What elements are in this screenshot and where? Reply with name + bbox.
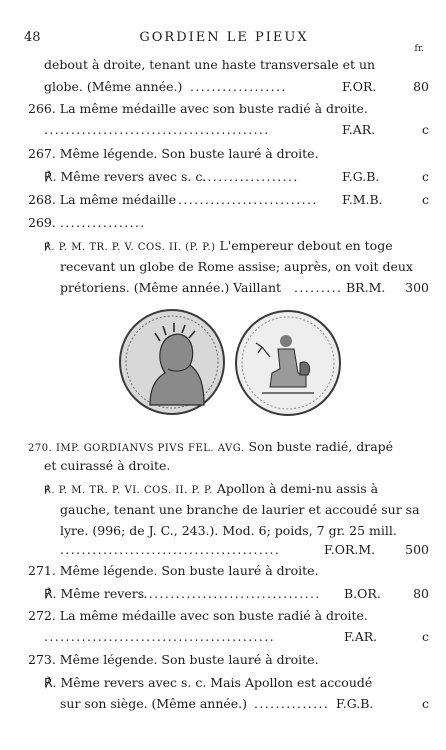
reverse-description: ℟. P. M. TR. P. V. COS. II. (P. P.) L'empereur debout en toge <box>44 238 393 253</box>
entry-270: 270. IMP. GORDIANVS PIVS FEL. AVG. Son buste radié, drapé <box>28 439 394 454</box>
page-header <box>24 30 424 54</box>
coin-reverse-seated-apollo-icon <box>236 311 340 415</box>
text-line: recevant un globe de Rome assise; auprès, on voit deux <box>60 259 413 274</box>
document-page: 48 GORDIEN LE PIEUX fr. debout à droite, tenant une haste transversale et un globe. (Même année.) .................. F.OR. 80 266. La même médaille avec son buste radié à droite. .......................................... F.AR. c 267. Même légende. Son buste lauré à droite. ℟. Même revers avec s. c. .................. F.G.B. c 268. La même médaille .......................... F.M.B. c 269. ................ ℟. P. M. TR. P. V. COS. II. (P. P.) L'empereur debout en toge recevant un globe de Rome assise; auprès, on voit deux prétoriens. (Même année.) Vaillant ......... BR.M. 300 270. IMP. GORDIANVS PIVS FEL. AVG. Son buste radié, drapé et cuirassé à droite. ℟. P. M. TR. P. VI. COS. II. P. P. Apollon à demi-nu assis à gauche, tenant une branche de laurier et accoudé sur sa lyre. (996; de J. C., 243.). Mod. 6; poids, 7 gr. 25 mill. ......................................... F.OR.M. 500 271. Même légende. Son buste lauré à droite. ℟. Même revers .................................. B.OR. 80 272. La même médaille avec son buste radié à droite. ........................................... F.AR. c 273. Même légende. Son buste lauré à droite. ℟. Même revers avec s. c. Mais Apollon est accoudé sur son siège. (Même année.) .............. F.G.B. c <box>0 0 446 750</box>
page-number: 48 <box>24 30 41 45</box>
text-line: et cuirassé à droite. <box>44 458 171 473</box>
entry-271: 271. Même légende. Son buste lauré à droite. <box>28 563 319 578</box>
entry-269: 269. ................ <box>28 215 146 230</box>
price-unit-label: fr. <box>414 44 424 54</box>
coin-illustration <box>0 307 446 417</box>
running-head: GORDIEN LE PIEUX <box>139 30 309 45</box>
entry-272: 272. La même médaille avec son buste radié à droite. <box>28 608 368 623</box>
reverse-description: ℟. P. M. TR. P. VI. COS. II. P. P. Apollon à demi-nu assis à <box>44 481 379 496</box>
text-line: debout à droite, tenant une haste transversale et un <box>44 57 376 72</box>
text-line: gauche, tenant une branche de laurier et accoudé sur sa <box>60 502 420 517</box>
entry-273: 273. Même légende. Son buste lauré à droite. <box>28 652 319 667</box>
text-line: lyre. (996; de J. C., 243.). Mod. 6; poids, 7 gr. 25 mill. <box>60 523 397 538</box>
entry-266: 266. La même médaille avec son buste radié à droite. <box>28 101 368 116</box>
entry-267: 267. Même légende. Son buste lauré à droite. <box>28 146 319 161</box>
reverse-description: ℟. Même revers avec s. c. Mais Apollon est accoudé <box>44 675 373 690</box>
coin-obverse-radiate-bust-icon <box>120 310 224 414</box>
